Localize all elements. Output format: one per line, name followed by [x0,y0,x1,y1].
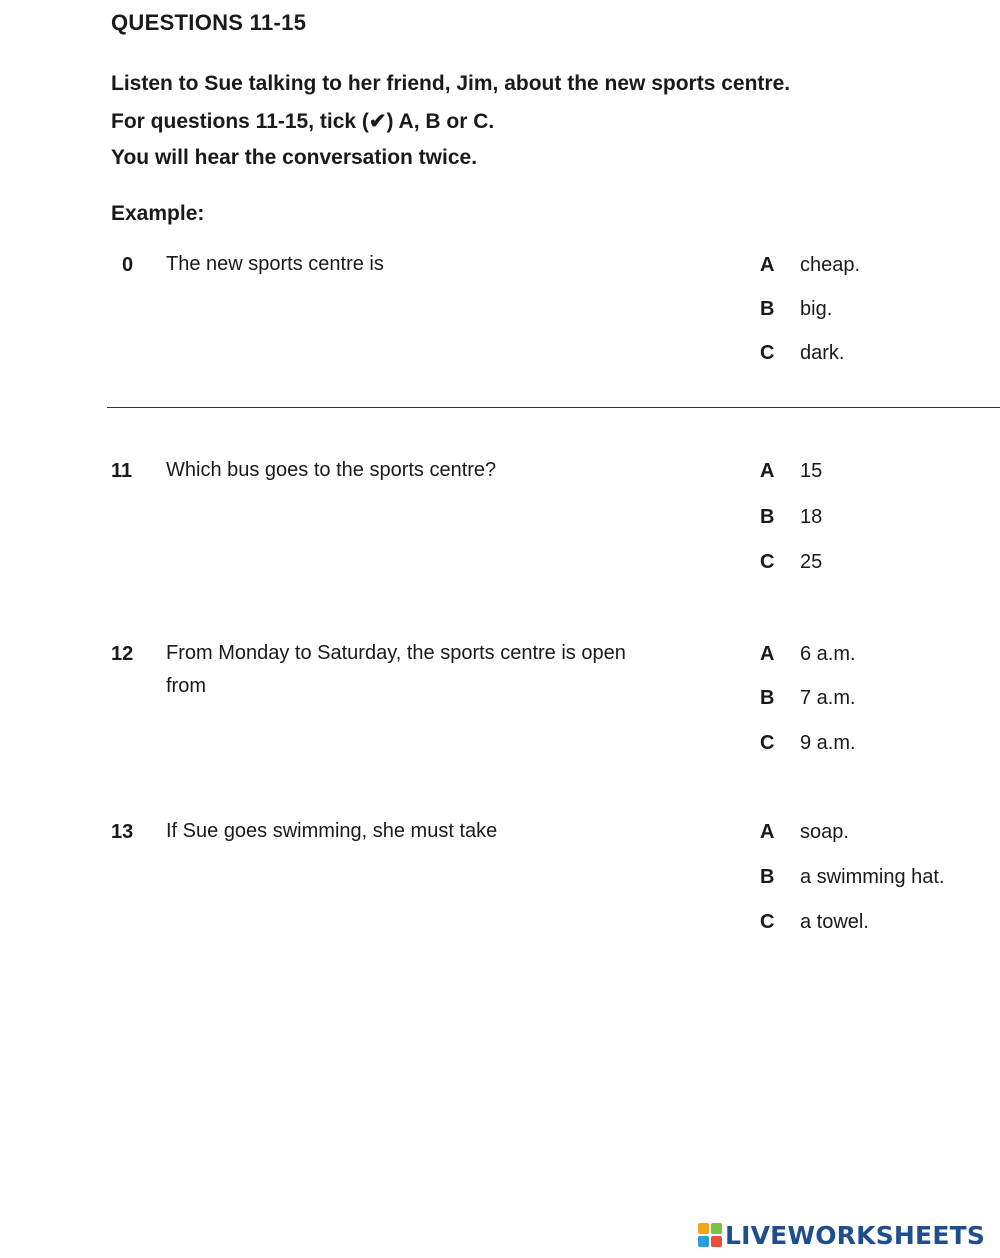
option-letter: B [760,506,775,528]
question-number: 11 [111,460,133,482]
option-letter: C [760,732,775,754]
question-text: If Sue goes swimming, she must take [166,820,498,842]
logo-tile [711,1236,722,1247]
option-letter: A [760,643,775,665]
option-a[interactable] [760,460,822,483]
instruction-twice: You will hear the conversation twice. [111,146,478,169]
liveworksheets-logo [698,1219,985,1251]
question-text: The new sports centre is [166,253,384,275]
option-letter: B [760,866,775,888]
option-text: a towel. [800,911,869,933]
option-letter: C [760,342,775,364]
option-c[interactable] [760,732,856,755]
logo-tiles-icon [698,1223,722,1247]
example-label: Example: [111,202,205,225]
option-text: 15 [800,460,823,482]
option-b[interactable] [760,298,832,321]
option-letter: B [760,298,775,320]
option-letter: A [760,821,775,843]
logo-text: LIVEWORKSHEETS [725,1220,986,1250]
option-letter: C [760,551,775,573]
option-c[interactable] [760,342,844,365]
instruction-listen: Listen to Sue talking to her friend, Jim, about the new sports centre. [111,72,791,95]
option-text: a swimming hat. [800,866,945,888]
option-b[interactable] [760,687,856,710]
option-text: 6 a.m. [800,643,856,665]
option-text: 9 a.m. [800,732,856,754]
question-number: 0 [122,254,134,276]
option-b[interactable] [760,866,945,889]
option-letter: A [760,254,775,276]
option-a[interactable] [760,643,856,666]
option-a[interactable] [760,821,849,844]
option-b[interactable] [760,506,822,529]
question-text: Which bus goes to the sports centre? [166,459,497,481]
option-letter: B [760,687,775,709]
instruction-tick: For questions 11-15, tick (✔) A, B or C. [111,110,495,133]
logo-tile [698,1223,709,1234]
option-text: 18 [800,506,823,528]
logo-tile [698,1236,709,1247]
question-text: From Monday to Saturday, the sports centre is open from [166,642,626,697]
option-letter: C [760,911,775,933]
option-text: 25 [800,551,823,573]
option-text: dark. [800,342,845,364]
option-letter: A [760,460,775,482]
option-c[interactable] [760,911,869,934]
divider [107,407,1000,408]
option-a[interactable] [760,254,860,277]
option-text: big. [800,298,833,320]
question-number: 13 [111,821,134,843]
question-number: 12 [111,643,134,665]
option-text: cheap. [800,254,861,276]
logo-tile [711,1223,722,1234]
option-text: soap. [800,821,849,843]
page-title: QUESTIONS 11-15 [111,10,307,35]
option-c[interactable] [760,551,822,574]
option-text: 7 a.m. [800,687,856,709]
